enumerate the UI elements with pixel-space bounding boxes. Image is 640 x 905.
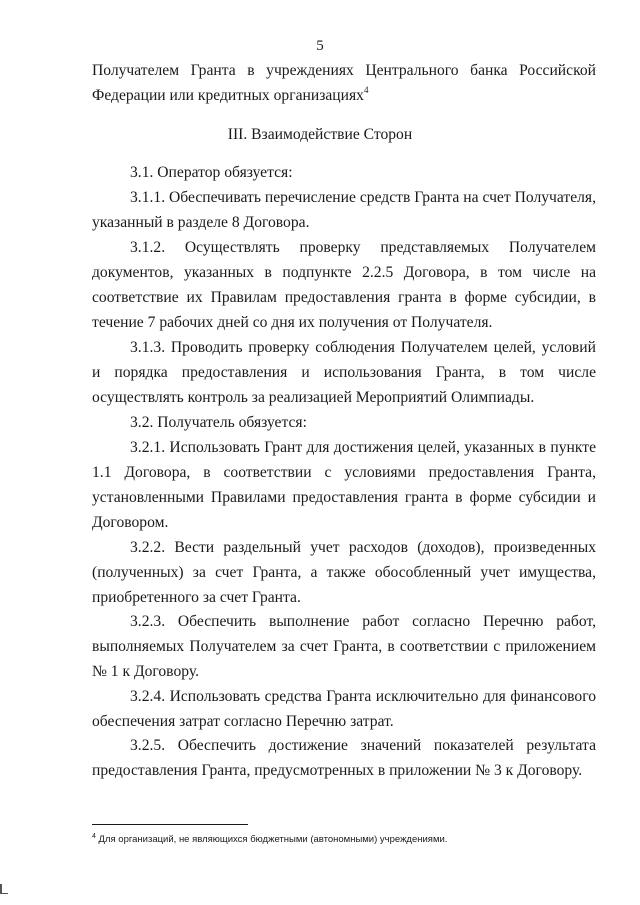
paragraph-3-1-3: 3.1.3. Проводить проверку соблюдения Получателем целей, условий и порядка предоставления и использования Гранта, в том числе осуществлять контроль за реализацией Мероприятий Олимпиады. [92,339,596,406]
paragraph-3-2: 3.2. Получатель обязуется: [130,414,307,431]
footnote [92,833,602,847]
paragraph-3-2-4: 3.2.4. Использовать средства Гранта исключительно для финансового обеспечения затрат согласно Перечню затрат. [92,688,596,730]
intro-text: Получателем Гранта в учреждениях Центрального банка Российской Федерации или кредитных организациях [92,62,596,104]
footnote-marker: 4 [92,833,96,840]
paragraph-3-1-2: 3.1.2. Осуществлять проверку представляемых Получателем документов, указанных в подпункте 2.2.5 Договора, в том числе на соответствие их Правилам предоставления гранта в форме субсидии, в течение 7 рабочих дней со дня их получения от Получателя. [92,239,596,331]
section-heading: III. Взаимодействие Сторон [227,126,413,143]
paragraph-3-2-1: 3.2.1. Использовать Грант для достижения целей, указанных в пункте 1.1 Договора, в соответствии с условиями предоставления Гранта, установленными Правилами предоставления гранта в форме субсидии и Договором. [92,439,596,531]
intro-paragraph [92,58,596,108]
footnote-separator [92,824,248,825]
scan-edge-mark [0,884,8,894]
page-number: 5 [316,38,324,54]
paragraph-3-1: 3.1. Оператор обязуется: [130,164,293,181]
paragraph-3-2-3: 3.2.3. Обеспечить выполнение работ согласно Перечню работ, выполняемых Получателем за счет Гранта, в соответствии с приложением № 1 к Договору. [92,613,596,680]
footnote-reference[interactable]: 4 [363,85,369,95]
paragraph-3-2-5: 3.2.5. Обеспечить достижение значений показателей результата предоставления Гранта, предусмотренных в приложении № 3 к Договору. [92,737,596,779]
footnote-text: Для организаций, не являющихся бюджетными (автономными) учреждениями. [98,834,448,845]
paragraph-3-1-1: 3.1.1. Обеспечивать перечисление средств Гранта на счет Получателя, указанный в разделе 8 Договора. [92,189,596,231]
paragraph-3-2-2: 3.2.2. Вести раздельный учет расходов (доходов), произведенных (полученных) за счет Гранта, а также обособленный учет имущества, приобретенного за счет Гранта. [92,539,596,606]
